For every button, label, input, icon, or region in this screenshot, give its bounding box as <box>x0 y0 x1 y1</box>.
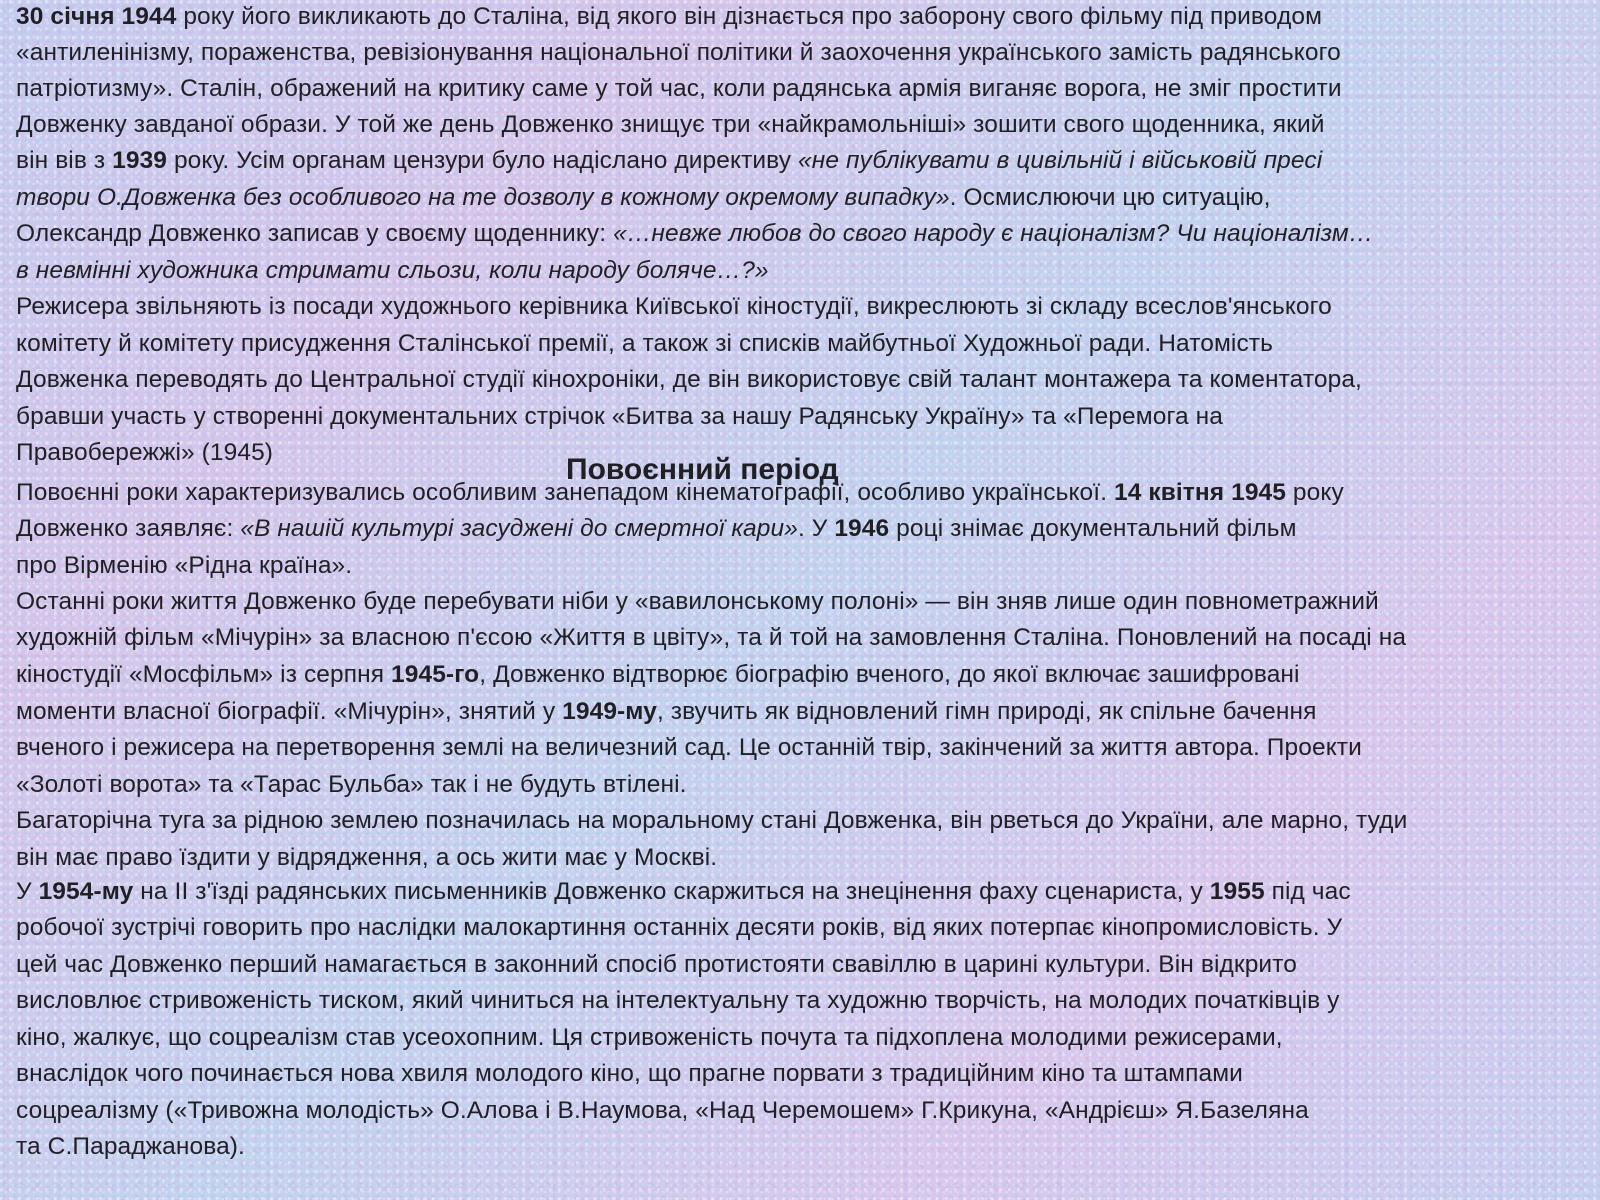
text-run: робочої зустрічі говорить про наслідки малокартиння останніх десяти років, від яких потерпає кінопромисловість. У <box>16 914 1343 941</box>
text-run: бравши участь у створенні документальних стрічок «Битва за нашу Радянську Україну» та «Перемога на <box>16 403 1223 430</box>
text-run: про Вірменію «Рідна країна». <box>16 552 353 579</box>
text-line <box>16 74 1342 104</box>
section-heading: Повоєнний період <box>566 453 839 486</box>
text-run: року <box>1286 479 1344 506</box>
text-line <box>16 110 1325 140</box>
text-run: він має право їздити у відрядження, а ось жити має у Москві. <box>16 844 718 871</box>
text-line <box>16 770 687 800</box>
text-line <box>16 551 352 581</box>
text-run: цей час Довженко перший намагається в законний спосіб протистояти свавіллю в царині культури. Він відкрито <box>16 951 1297 978</box>
italic-quote: «не публікувати в цивільній і військовій пресі <box>798 147 1323 174</box>
text-run: Повоєнні роки характеризувались особливим занепадом кінематографії, особливо української. <box>16 479 1115 506</box>
text-line <box>16 843 717 873</box>
text-run: року. Усім органам цензури було надіслано директиву <box>167 147 799 174</box>
text-line <box>16 913 1342 943</box>
bold-text: 1949-му <box>562 698 657 725</box>
text-line <box>16 478 1344 508</box>
text-run: художній фільм «Мічурін» за власною п'єсою «Життя в цвіту», та й той на замовлення Сталіна. Поновлений на посаді на <box>16 624 1407 651</box>
text-line <box>16 329 1273 359</box>
text-run: Правобережжі» (1945) <box>16 439 274 466</box>
text-line <box>16 623 1406 653</box>
text-run: , Довженко відтворює біографію вченого, до якої включає зашифровані <box>479 661 1300 688</box>
text-run: «Золоті ворота» та «Тарас Бульба» так і не будуть втілені. <box>16 771 687 798</box>
text-run: році знімає документальний фільм <box>889 515 1297 542</box>
text-run: внаслідок чого починається нова хвиля молодого кіно, що прагне порвати з традиційним кіно та штампами <box>16 1060 1243 1087</box>
text-line <box>16 950 1297 980</box>
text-run: вченого і режисера на перетворення землі на величезний сад. Це останній твір, закінчений за життя автора. Проекти <box>16 734 1362 761</box>
text-run: висловлює стривоженість тиском, який чиниться на інтелектуальну та художню творчість, на молодих початківців у <box>16 987 1340 1014</box>
text-line <box>16 660 1300 690</box>
italic-quote: в невмінні художника стримати сльози, коли народу боляче…?» <box>16 257 769 284</box>
text-run: кіно, жалкує, що соцреалізм став усеохопним. Ця стривоженість почута та підхоплена молодими режисерами, <box>16 1024 1283 1051</box>
bold-text: 14 квітня 1945 <box>1114 479 1287 506</box>
text-run: У <box>16 878 39 905</box>
text-run: року його викликають до Сталіна, від якого він дізнається про заборону свого фільму під приводом <box>176 3 1323 30</box>
text-line <box>16 733 1362 763</box>
italic-quote: твори О.Довженка без особливого на те дозволу в кожному окремому випадку» <box>16 184 950 211</box>
text-run: . У <box>797 515 835 542</box>
text-line <box>16 292 1332 322</box>
text-run: та С.Параджанова). <box>16 1133 245 1160</box>
bold-text: 1945-го <box>391 661 480 688</box>
italic-quote: «…невже любов до свого народу є націоналізм? Чи націоналізм… <box>613 220 1374 247</box>
italic-quote: «В нашій культурі засуджені до смертної кари» <box>240 515 798 542</box>
text-line <box>16 256 769 286</box>
text-run: моменти власної біографії. «Мічурін», знятий у <box>16 698 563 725</box>
text-run: . Осмислюючи цю ситуацію, <box>949 184 1271 211</box>
text-line <box>16 365 1362 395</box>
text-line <box>16 514 1297 544</box>
text-run: Довженку завданої образи. У той же день Довженко знищує три «найкрамольніші» зошити свого щоденника, який <box>16 111 1325 138</box>
text-line <box>16 2 1322 32</box>
text-run: , звучить як відновлений гімн природі, як спільне бачення <box>656 698 1317 725</box>
text-run: Останні роки життя Довженко буде перебувати ніби у «вавилонському полоні» — він зняв лише один повнометражний <box>16 588 1379 615</box>
text-line <box>16 1023 1283 1053</box>
text-run: Багаторічна туга за рідною землею позначилась на моральному стані Довженка, він рветься до України, але марно, туди <box>16 807 1408 834</box>
text-line <box>16 1059 1243 1089</box>
text-line <box>16 219 1373 249</box>
bold-text: 1954-му <box>38 878 134 905</box>
text-run: він вів з <box>16 147 113 174</box>
text-line <box>16 1096 1309 1126</box>
text-run: патріотизму». Сталін, ображений на критику саме у той час, коли радянська армія виганяє ворога, не зміг простити <box>16 75 1342 102</box>
text-run: Довженко заявляє: <box>16 515 241 542</box>
text-run: «антиленінізму, пораженства, ревізіонування національної політики й заохочення українського замість радянського <box>16 39 1341 66</box>
text-line <box>16 146 1322 176</box>
bold-text: 1946 <box>834 515 890 542</box>
text-run: кіностудії «Мосфільм» із серпня <box>16 661 392 688</box>
bold-text: 1955 <box>1209 878 1265 905</box>
text-line <box>16 183 1271 213</box>
bold-text: 30 січня 1944 <box>16 3 177 30</box>
text-line <box>16 806 1407 836</box>
text-line <box>16 402 1223 432</box>
text-line <box>16 986 1340 1016</box>
text-run: соцреалізму («Тривожна молодість» О.Алова і В.Наумова, «Над Черемошем» Г.Крикуна, «Андрієш» Я.Базеляна <box>16 1097 1309 1124</box>
text-run: комітету й комітету присудження Сталінської премії, а також зі списків майбутньої Художньої ради. Натомість <box>16 330 1273 357</box>
text-line <box>16 438 273 468</box>
text-run: Режисера звільняють із посади художнього керівника Київської кіностудії, викреслюють зі складу всеслов'янського <box>16 293 1332 320</box>
text-run: Олександр Довженко записав у своєму щоденнику: <box>16 220 614 247</box>
text-line <box>16 877 1351 907</box>
text-line <box>16 697 1317 727</box>
bold-text: 1939 <box>112 147 168 174</box>
text-line <box>16 1132 245 1162</box>
text-line <box>16 38 1341 68</box>
text-run: під час <box>1264 878 1351 905</box>
slide-text-body <box>16 0 1596 1200</box>
text-line <box>16 587 1379 617</box>
text-run: на II з'їзді радянських письменників Довженко скаржиться на знецінення фаху сценариста, у <box>133 878 1210 905</box>
text-run: Довженка переводять до Центральної студії кінохроніки, де він використовує свій талант монтажера та коментатора, <box>16 366 1362 393</box>
